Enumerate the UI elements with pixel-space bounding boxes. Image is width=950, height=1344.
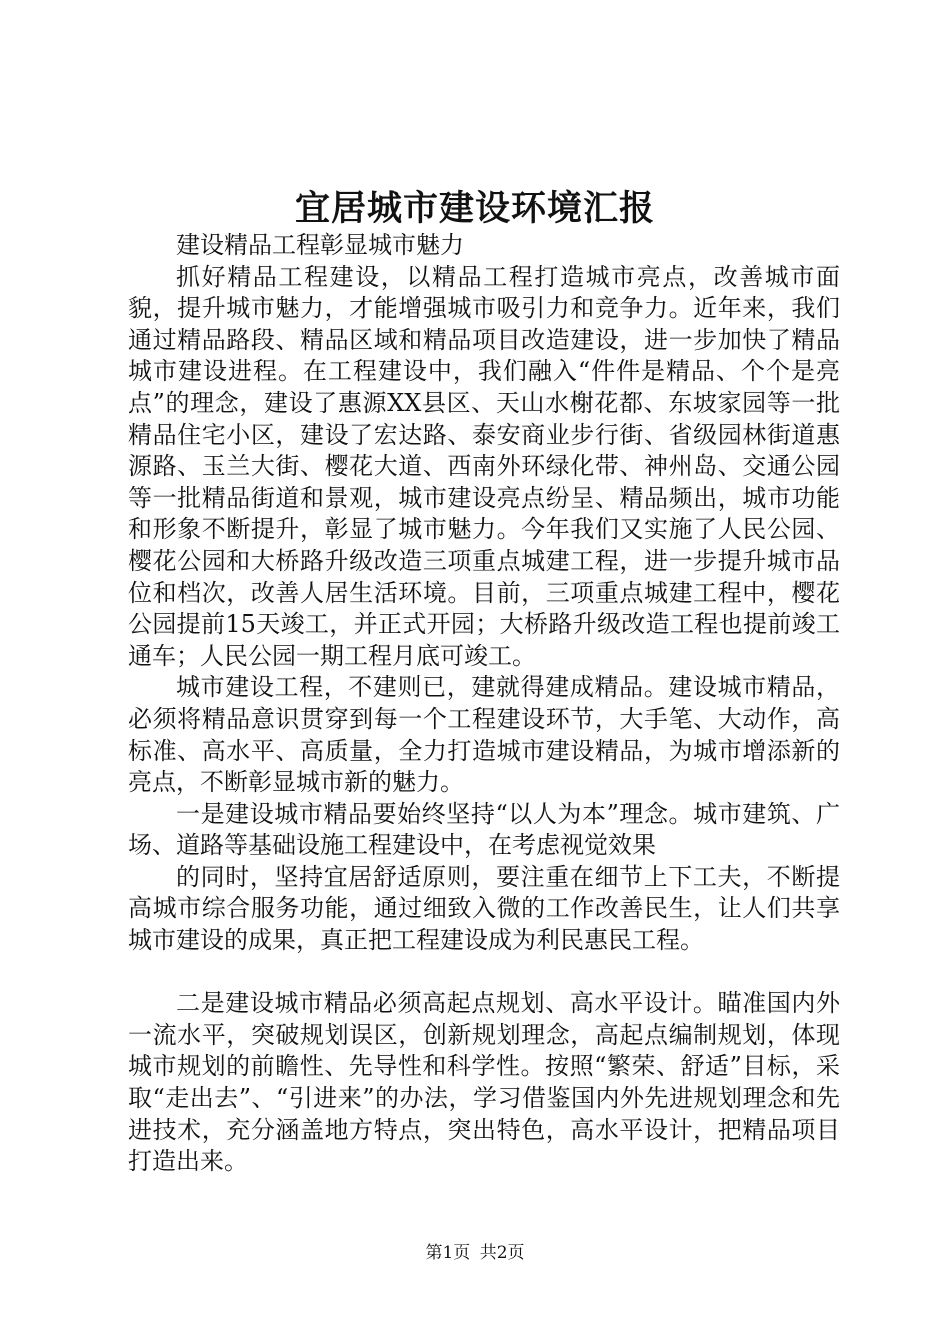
document-title: 宜居城市建设环境汇报 — [294, 188, 655, 229]
paragraph: 抓好精品工程建设，以精品工程打造城市亮点，改善城市面貌，提升城市魅力，才能增强城市吸引力和竞争力。近年来，我们通过精品路段、精品区域和精品项目改造建设，进一步加快了精品城市建设进程。在工程建设中，我们融入“件件是精品、个个是亮点”的理念，建设了惠源XX县区、天山水榭花都、东坡家园等一批精品住宅小区，建设了宏达路、泰安商业步行街、省级园林街道惠源路、玉兰大街、樱花大道、西南外环绿化带、神州岛、交通公园等一批精品街道和景观，城市建设亮点纷呈、精品频出，城市功能和形象不断提升，彰显了城市魅力。今年我们又实施了人民公园、樱花公园和大桥路升级改造三项重点城建工程，进一步提升城市品位和档次，改善人居生活环境。目前，三项重点城建工程中，樱花公园提前15天竣工，并正式开园；大桥路升级改造工程也提前竣工通车；人民公园一期工程月底可竣工。 — [128, 262, 840, 670]
document-body — [128, 230, 840, 1178]
section-heading: 建设精品工程彰显城市魅力 — [176, 231, 464, 259]
paragraph: 的同时，坚持宜居舒适原则，要注重在细节上下工夫，不断提高城市综合服务功能，通过细致入微的工作改善民生，让人们共享城市建设的成果，真正把工程建设成为利民惠民工程。 — [128, 862, 840, 955]
paragraph: 一是建设城市精品要始终坚持“以人为本”理念。城市建筑、广场、道路等基础设施工程建设中，在考虑视觉效果 — [128, 799, 840, 860]
page-number: 第1页 共2页 — [425, 1243, 525, 1263]
paragraph: 二是建设城市精品必须高起点规划、高水平设计。瞄准国内外一流水平，突破规划误区，创新规划理念，高起点编制规划，体现城市规划的前瞻性、先导性和科学性。按照“繁荣、舒适”目标，采取“走出去”、“引进来”的办法，学习借鉴国内外先进规划理念和先进技术，充分涵盖地方特点，突出特色，高水平设计，把精品项目打造出来。 — [128, 989, 840, 1176]
paragraph: 城市建设工程，不建则已，建就得建成精品。建设城市精品，必须将精品意识贯穿到每一个工程建设环节，大手笔、大动作，高标准、高水平、高质量，全力打造城市建设精品，为城市增添新的亮点，不断彰显城市新的魅力。 — [128, 673, 840, 797]
